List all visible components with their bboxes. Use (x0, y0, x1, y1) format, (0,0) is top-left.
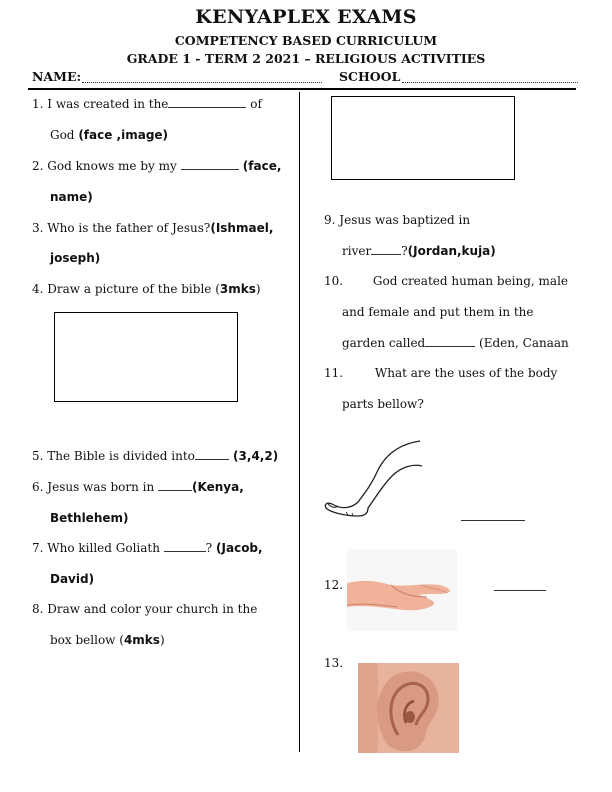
exam-title: KENYAPLEX EXAMS (195, 6, 417, 28)
bible-drawing-box[interactable] (54, 312, 238, 402)
question-3: 3. Who is the father of Jesus?(Ishmael, (32, 221, 274, 235)
question-11: 11. What are the uses of the body (324, 366, 558, 380)
question-11-line2: parts bellow? (342, 397, 424, 411)
header-rule (28, 88, 576, 90)
school-field[interactable] (402, 82, 578, 83)
answer-blank[interactable] (371, 244, 401, 255)
leg-answer-line[interactable] (461, 520, 525, 521)
leg-drawing-icon (322, 438, 426, 520)
curriculum-subtitle: COMPETENCY BASED CURRICULUM (174, 33, 438, 48)
question-8: 8. Draw and color your church in the (32, 602, 258, 616)
answer-blank[interactable] (425, 336, 475, 347)
answer-blank[interactable] (164, 541, 206, 552)
question-8-line2: box bellow (4mks) (50, 633, 165, 647)
question-10-line2: and female and put them in the (342, 305, 534, 319)
question-4: 4. Draw a picture of the bible (3mks) (32, 282, 261, 296)
question-3-options: joseph) (50, 251, 101, 265)
answer-blank[interactable] (181, 159, 239, 170)
question-2-options: name) (50, 190, 93, 204)
school-label: SCHOOL (339, 69, 401, 84)
question-10-line3: garden called (Eden, Canaan (342, 336, 569, 350)
church-drawing-box[interactable] (331, 96, 515, 180)
question-6: 6. Jesus was born in (Kenya, (32, 480, 244, 494)
name-label: NAME: (32, 69, 82, 84)
question-6-options: Bethlehem) (50, 511, 129, 525)
ear-photo-icon (358, 663, 459, 753)
hand-photo-icon (347, 549, 457, 631)
question-5: 5. The Bible is divided into (3,4,2) (32, 449, 279, 463)
name-field[interactable] (82, 82, 322, 83)
question-9-line2: river ?(Jordan,kuja) (342, 244, 496, 258)
answer-blank[interactable] (168, 97, 246, 108)
column-divider (299, 92, 300, 752)
question-1-options: (face ,image) (78, 128, 169, 142)
question-9: 9. Jesus was baptized in (324, 213, 471, 227)
question-7-options: David) (50, 572, 95, 586)
answer-blank[interactable] (195, 449, 229, 460)
question-1-line2: God (face ,image) (50, 128, 169, 142)
grade-term-line: GRADE 1 - TERM 2 2021 – RELIGIOUS ACTIVITIES (126, 51, 486, 66)
question-12: 12. (324, 578, 344, 592)
question-2: 2. God knows me by my (face, (32, 159, 282, 173)
hand-answer-line[interactable] (494, 590, 546, 591)
question-7: 7. Who killed Goliath ? (Jacob, (32, 541, 263, 555)
answer-blank[interactable] (158, 480, 192, 491)
question-10: 10. God created human being, male (324, 274, 569, 288)
question-1: 1. I was created in the of (32, 97, 262, 111)
question-13: 13. (324, 656, 344, 670)
